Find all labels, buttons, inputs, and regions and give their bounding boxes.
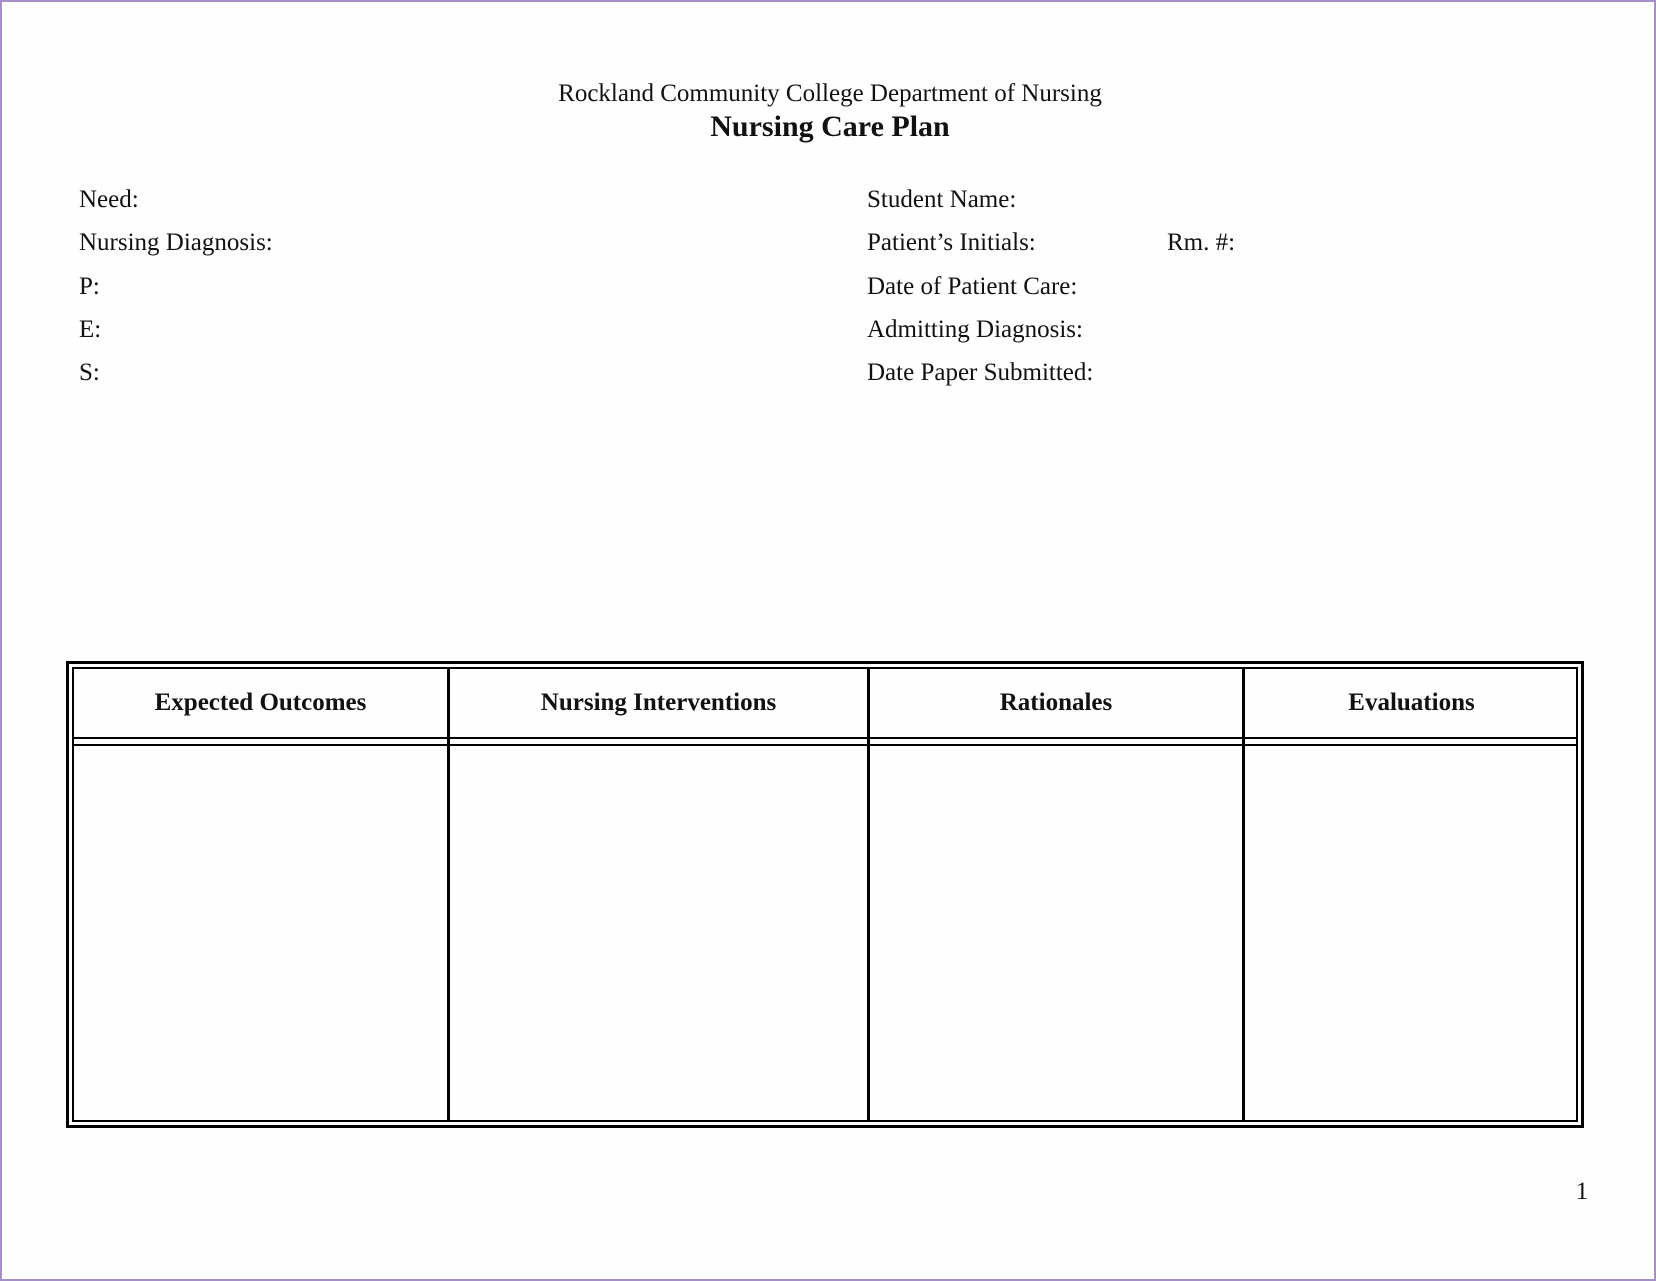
header-separator <box>74 737 1576 746</box>
date-paper-submitted-label: Date Paper Submitted: <box>867 359 1094 386</box>
page-number: 1 <box>1575 1178 1589 1205</box>
student-name-label: Student Name: <box>867 186 1017 213</box>
date-of-patient-care-label: Date of Patient Care: <box>867 273 1078 300</box>
column-header-expected-outcomes: Expected Outcomes <box>154 689 367 716</box>
column-header-nursing-interventions: Nursing Interventions <box>540 689 777 716</box>
room-number-label: Rm. #: <box>1167 229 1236 256</box>
evaluations-cell[interactable] <box>1245 746 1578 1120</box>
p-label: P: <box>79 273 100 300</box>
expected-outcomes-cell[interactable] <box>74 746 447 1120</box>
nursing-diagnosis-label: Nursing Diagnosis: <box>79 229 273 256</box>
need-label: Need: <box>79 186 139 213</box>
patient-initials-label: Patient’s Initials: <box>867 229 1036 256</box>
s-label: S: <box>79 359 100 386</box>
column-header-evaluations: Evaluations <box>1348 689 1475 716</box>
column-header-rationales: Rationales <box>999 689 1113 716</box>
nursing-interventions-cell[interactable] <box>450 746 867 1120</box>
document-title: Nursing Care Plan <box>710 110 950 143</box>
care-plan-table-inner <box>72 667 1578 1122</box>
e-label: E: <box>79 316 102 343</box>
rationales-cell[interactable] <box>870 746 1242 1120</box>
institution-name: Rockland Community College Department of Nursing <box>558 80 1102 107</box>
care-plan-table <box>66 661 1584 1128</box>
admitting-diagnosis-label: Admitting Diagnosis: <box>867 316 1083 343</box>
